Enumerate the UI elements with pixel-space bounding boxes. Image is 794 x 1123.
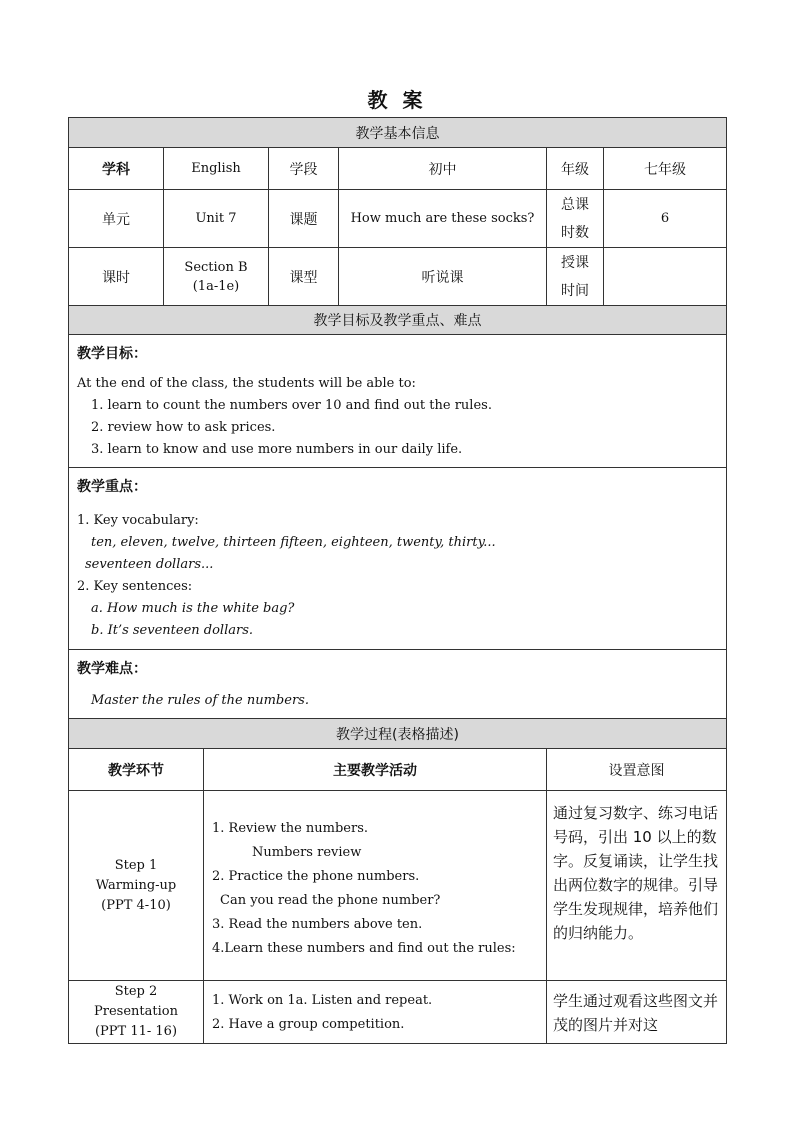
teaching-time-label [547, 248, 604, 306]
goal-item: 2. review how to ask prices. [91, 420, 276, 435]
activity-line: 2. Have a group competition. [212, 1017, 405, 1032]
total-hours-label-line1: 总课 [561, 196, 589, 213]
lesson-type-label: 课型 [269, 248, 339, 306]
grade-value: 七年级 [604, 148, 727, 190]
step1-intent: 通过复习数字、练习电话号码，引出 10 以上的数字。反复诵读，让学生找出两位数字的规律。引导学生发现规律，培养他们的归纳能力。 [547, 791, 727, 981]
difficult-points-heading: 教学难点： [77, 661, 147, 677]
step2-name [69, 981, 204, 1044]
goals-intro: At the end of the class, the students will be able to: [77, 376, 416, 391]
difficult-points-cell [69, 650, 727, 719]
goal-item: 3. learn to know and use more numbers in our daily life. [91, 442, 463, 457]
difficult-points-text: Master the rules of the numbers. [91, 693, 309, 708]
key-sentence-b: b. It’s seventeen dollars. [91, 623, 254, 638]
activity-line: 1. Work on 1a. Listen and repeat. [212, 993, 433, 1008]
key-vocab-label: 1. Key vocabulary: [77, 513, 199, 528]
stage-value: 初中 [339, 148, 547, 190]
step1-name [69, 791, 204, 981]
col-header-activities: 主要教学活动 [204, 749, 547, 791]
key-vocab-line1: ten, eleven, twelve, thirteen fifteen, eighteen, twenty, thirty... [91, 535, 496, 550]
teaching-goals-cell [69, 335, 727, 468]
total-hours-label-line2: 时数 [561, 224, 589, 241]
stage-label: 学段 [269, 148, 339, 190]
document-title: 教 案 [367, 88, 427, 112]
topic-value: How much are these socks? [339, 190, 547, 248]
key-sentence-a: a. How much is the white bag? [91, 601, 295, 616]
goals-header: 教学目标及教学重点、难点 [69, 306, 727, 335]
teaching-time-value [604, 248, 727, 306]
activity-line: Numbers review [252, 845, 362, 860]
step1-name-line1: Step 1 [114, 857, 158, 873]
activity-line: Can you read the phone number? [220, 893, 441, 908]
key-vocab-line2: seventeen dollars... [85, 557, 214, 572]
subject-value: English [164, 148, 269, 190]
lesson-plan-table [68, 117, 727, 1044]
unit-value: Unit 7 [164, 190, 269, 248]
period-label: 课时 [69, 248, 164, 306]
unit-label: 单元 [69, 190, 164, 248]
col-header-stage: 教学环节 [69, 749, 204, 791]
step2-name-line3: (PPT 11- 16) [94, 1024, 178, 1039]
activity-line: 3. Read the numbers above ten. [212, 917, 423, 932]
step2-activities [204, 981, 547, 1044]
activity-line: 2. Practice the phone numbers. [212, 869, 420, 884]
key-sentences-label: 2. Key sentences: [77, 579, 193, 594]
col-header-intent: 设置意图 [547, 749, 727, 791]
teaching-time-label-line1: 授课 [561, 254, 589, 271]
step2-intent: 学生通过观看这些图文并茂的图片并对这 [547, 981, 727, 1044]
topic-label: 课题 [269, 190, 339, 248]
total-hours-value: 6 [604, 190, 727, 248]
grade-label: 年级 [547, 148, 604, 190]
activity-line: 1. Review the numbers. [212, 821, 368, 836]
key-points-cell [69, 468, 727, 650]
period-value-line2: (1a-1e) [192, 278, 240, 294]
basic-info-header: 教学基本信息 [69, 118, 727, 148]
period-value-line1: Section B [184, 259, 248, 275]
step1-name-line3: (PPT 4-10) [101, 897, 171, 913]
total-hours-label [547, 190, 604, 248]
key-points-heading: 教学重点： [77, 479, 147, 495]
step2-name-line2: Presentation [94, 1004, 178, 1019]
activity-line: 4.Learn these numbers and find out the rules: [212, 941, 516, 956]
lesson-type-value: 听说课 [339, 248, 547, 306]
step1-activities [204, 791, 547, 981]
period-value [164, 248, 269, 306]
teaching-time-label-line2: 时间 [561, 282, 589, 299]
step1-name-line2: Warming-up [95, 877, 177, 893]
subject-label: 学科 [69, 148, 164, 190]
process-header: 教学过程(表格描述) [69, 719, 727, 749]
goal-item: 1. learn to count the numbers over 10 and find out the rules. [91, 398, 492, 413]
teaching-goals-heading: 教学目标： [77, 346, 147, 362]
step2-name-line1: Step 2 [114, 984, 158, 999]
